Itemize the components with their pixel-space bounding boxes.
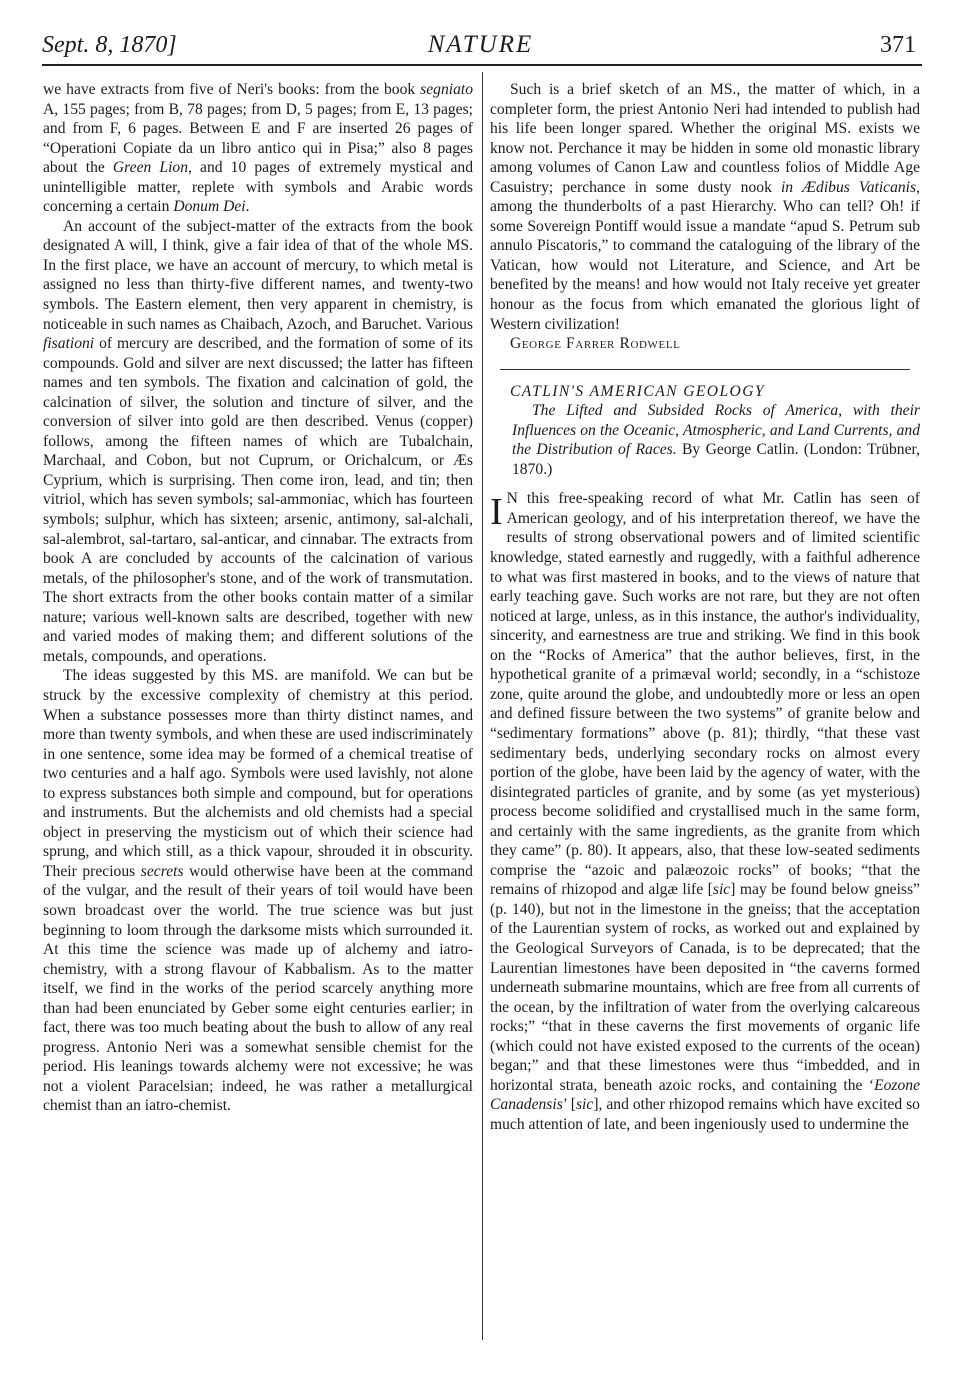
author-signature: George Farrer Rodwell bbox=[510, 335, 681, 353]
page-number: 371 bbox=[880, 32, 916, 58]
reviewed-book-title: The Lifted and Subsided Rocks of America, with their Influences on the Oceanic, Atmospheric, and Land Currents, and the Distribution of Races. By George Catlin. (London: Trübner, 1870.) bbox=[512, 402, 920, 478]
paragraph-book-a-contents: An account of the subject-matter of the extracts from the book designated A will, I think, give a fair idea of that of the whole MS. In the first place, we have an account of mercury, to which metal is assigned no less than thirty-five different names, and twenty-two symbols. The Eastern element, then very apparent in chemistry, is noticeable in such names as Chaibach, Azoch, and Baruchet. Various fisationi of mercury are described, and the formation of some of its compounds. Gold and silver are next discussed; the latter has fifteen names and ten symbols. The fixation and calcination of gold, the calcination of silver, the solution and tincture of silver, and the conversion of silver into gold are then described. Venus (copper) follows, among the fifteen names of which are Tubalchain, Marchaal, and Cobon, but not Cuprum, or Orichalcum, or Æs Cyprium, which is surprising. Then come iron, lead, and tin; then vitriol, which has seven symbols; sal-ammoniac, which has fourteen symbols; sulphur, which has sixteen; arsenic, antimony, sal-alchali, sal-alembrot, sal-tartaro, sal-anticar, and cinnabar. The extracts from book A are concluded by accounts of the calcination of various metals, of the philosopher's stone, and of the work of transmutation. The short extracts from the other books contain matter of a similar nature; various well-known salts are described, together with new and varied modes of making them; and different solutions of the metals, compounds, and operations. bbox=[43, 217, 473, 665]
issue-date: Sept. 8, 1870] bbox=[42, 32, 177, 58]
header-rule bbox=[42, 64, 922, 66]
drop-cap: I bbox=[490, 491, 503, 534]
column-divider bbox=[482, 72, 483, 1340]
review-heading: CATLIN'S AMERICAN GEOLOGY bbox=[510, 382, 765, 400]
journal-title: NATURE bbox=[427, 31, 534, 58]
paragraph-ideas-suggested: The ideas suggested by this MS. are manifold. We can but be struck by the excessive complexity of chemistry at this period. When a substance possesses more than thirty distinct names, and more than twenty symbols, and when these are used indiscriminately in one sentence, some idea may be formed of a chemical treatise of two centuries and a half ago. Symbols were used lavishly, not alone to express substances both simple and compound, but for operations and instruments. But the alchemists and old chemists had a special object in preserving the mysticism out of which their science had sprung, and which still, as a thick vapour, shrouded it in obscurity. Their precious secrets would otherwise have been at the command of the vulgar, and the result of their years of toil would have been sown broadcast over the world. The true science was but just beginning to loom through the darksome mists which surrounded it. At this time the science was made up of alchemy and iatro-chemistry, with a strong flavour of Kabbalism. As to the matter itself, we find in the works of the period scarcely anything more than had been enunciated by Geber some eight centuries earlier; in fact, there was too much beating about the bush to allow of any real progress. Antonio Neri was a somewhat sensible chemist for the period. His leanings towards alchemy were not excessive; he was not a violent Paracelsian; indeed, he was rather a metallurgical chemist than an iatro-chemist. bbox=[43, 667, 473, 1115]
left-column bbox=[43, 80, 473, 1116]
review-body-text: N this free-speaking record of what Mr. Catlin has seen of American geology, and of his interpretation thereof, we have the results of strong observational powers and of limited scientific knowledge, stated earnestly and ruggedly, with a faithful adherence to what was first mastered in books, and to the views of nature that early teaching gave. Such works are not rare, but they are not often noticed at large, unless, as in this instance, the author's individuality, sincerity, and earnestness are true and striking. We find in this book on the “Rocks of America” that the author believes, first, in the hypothetical granite of a primæval world; secondly, in a “schistoze zone, quite around the globe, and undoubtedly more or less an open and defined fissure between the two systems” of granite below and “sedimentary formations” above (p. 81); thirdly, “that these vast sedimentary beds, underlying secondary rocks on almost every portion of the globe, have been laid by the agency of water, with the disintegrated particles of granite, and by some (as yet mysterious) process become solidified and crystallised much in the same form, and certainly with the same ingredients, as the granite from which they came” (p. 80). It appears, also, that these low-seated sediments comprise the “azoic and palæozoic rocks” of books; “that the remains of rhizopod and algæ life [sic] may be found below gneiss” (p. 140), but not in the limestone in the gneiss; that the acceptation of the Laurentian system of rocks, as worked out and explained by the Geological Surveyors of Canada, is to be deprecated; that the Laurentian limestones have been deposited in “the caverns formed underneath submarine mountains, which are free from all currents of the ocean, by the infiltration of water from the overlying calcareous rocks;” “that in these caverns the first movements of organic life (which could not have existed exposed to the currents of the ocean) began;” and that these limestones were thus “imbedded, and in horizontal strata, beneath azoic rocks, and containing the ‘Eozone Canadensis’ [sic], and other rhizopod remains which have excited so much attention of late, and been ingeniously used to undermine the bbox=[490, 490, 920, 1133]
paragraph-closing-sketch: Such is a brief sketch of an MS., the matter of which, in a completer form, the priest Antonio Neri had intended to publish had his life been longer spared. Whether the original MS. exists we know not. Perchance it may be hidden in some old monastic library among volumes of Canon Law and countless folios of Middle Age Casuistry; perchance in some dusty nook in Ædibus Vaticanis, among the thunderbolts of a past Hierarchy. Who can tell? Oh! if some Sovereign Pontiff would issue a mandate “apud S. Petrum sub annulo Piscatoris,” to command the cataloguing of the library of the Vatican, how would not Literature, and Science, and Art be benefited by the means! and how would not Italy receive yet greater honour as the focus from which emanated the glorious light of Western civilization! bbox=[490, 81, 920, 333]
paragraph-neri-extracts: we have extracts from five of Neri's books: from the book segniato A, 155 pages; from B, 78 pages; from D, 5 pages; from E, 13 pages; and from F, 6 pages. Between E and F are inserted 26 pages of “Operationi Copiate da un libro antico qui in Pisa;” also 8 pages about the Green Lion, and 10 pages of extremely mystical and unintelligible matter, replete with symbols and Arabic words concerning a certain Donum Dei. bbox=[43, 81, 473, 216]
section-divider bbox=[500, 369, 910, 370]
right-column bbox=[490, 80, 920, 1134]
review-body bbox=[490, 489, 920, 1134]
